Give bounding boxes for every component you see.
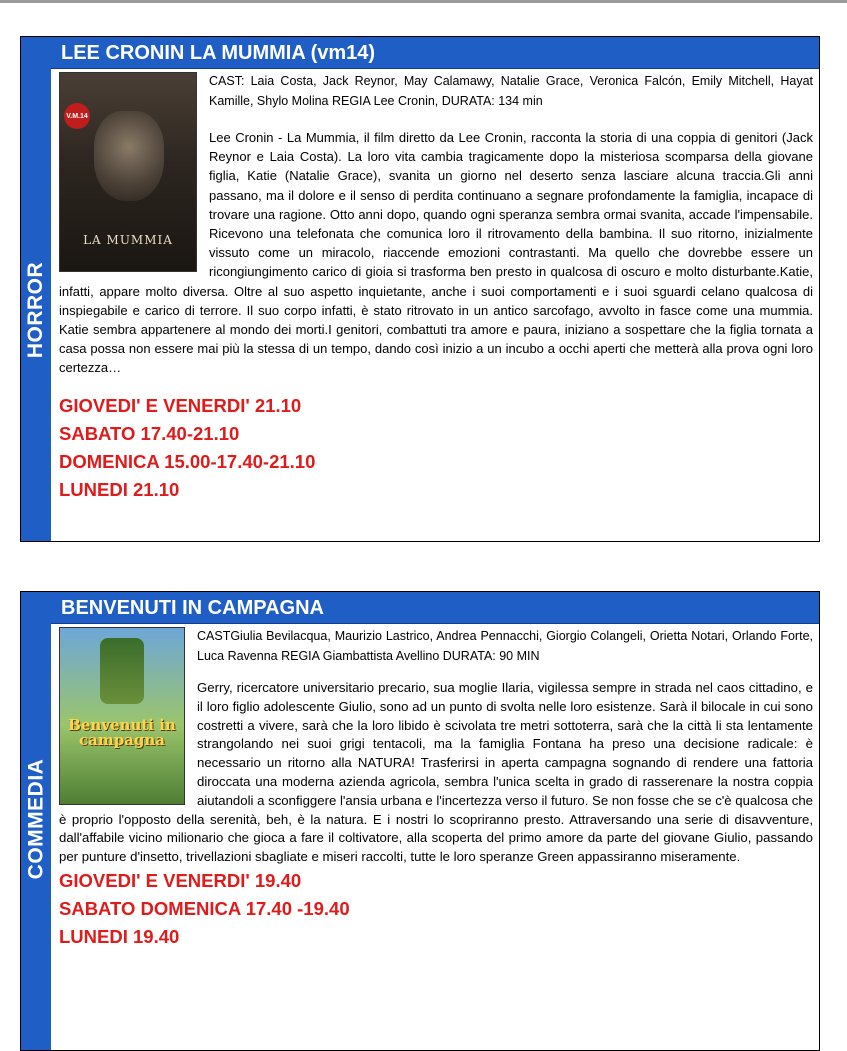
film-content [59,69,813,541]
showtime-line: GIOVEDI' E VENERDI' 21.10 [59,394,302,416]
poster-figure [100,638,144,704]
film-title: LEE CRONIN LA MUMMIA (vm14) [51,37,819,69]
poster-title: LA MUMMIA [83,233,173,247]
showtime-line: GIOVEDI' E VENERDI' 19.40 [59,869,302,891]
showtime-line: SABATO DOMENICA 17.40 -19.40 [59,897,350,919]
top-divider [0,0,847,3]
cast-info: CAST: Laia Costa, Jack Reynor, May Calamawy, Natalie Grace, Veronica Falcón, Emily Mitchell, Hayat Kamille, Shylo Molina REGIA Lee Cronin, DURATA: 134 min [209,74,813,108]
cast-info: CASTGiulia Bevilacqua, Maurizio Lastrico, Andrea Pennacchi, Giorgio Colangeli, Orietta Notari, Orlando Forte, Luca Ravenna REGIA Giambattista Avellino DURATA: 90 MIN [197,629,813,663]
genre-text: HORROR [24,261,47,359]
film-poster [59,627,185,805]
film-title: BENVENUTI IN CAMPAGNA [51,592,819,624]
showtime-line: SABATO 17.40-21.10 [59,422,240,444]
showtime-line: LUNEDI 21.10 [59,478,180,500]
showtime-line: DOMENICA 15.00-17.40-21.10 [59,450,316,472]
film-card-horror [20,36,820,542]
plot-text: Lee Cronin - La Mummia, il film diretto da Lee Cronin, racconta la storia di una coppia di genitori (Jack Reynor e Laia Costa). La loro vita cambia tragicamente dopo la misteriosa scomparsa della giovane figlia, Katie (Natalie Grace), svanita un giorno nel deserto senza lasciare alcuna traccia.Gli anni passano, ma il dolore e il senso di perdita continuano a segnare profondamente la famiglia, incapace di trovare una ragione. Otto anni dopo, quando ogni speranza sembra ormai svanita, accade l'impensabile. Ricevono una telefonata che comunica loro il ritrovamento della bambina. Il suo ritorno, inizialmente vissuto come un miracolo, riaccende emozioni contrastanti. Ma quello che dovrebbe essere un ricongiungimento carico di gioia si trasforma ben presto in qualcosa di oscuro e molto disturbante.Katie, infatti, appare molto diversa. Oltre al suo aspetto inquietante, anche i suoi comportamenti e i suoi sguardi celano qualcosa di inspiegabile e carico di terrore. Il suo corpo infatti, è stato ritrovato in un antico sarcofago, avvolto in fasce come una mummia. Katie sembra appartenere al mondo dei morti.I genitori, combattuti tra amore e paura, iniziano a sospettare che la figlia tornata a casa possa non essere mai più la stessa di un tempo, dando così inizio a un incubo a occhi aperti che metterà alla prova ogni loro certezza… [59,130,813,376]
plot-text: Gerry, ricercatore universitario precario, sua moglie Ilaria, vigilessa sempre in strada nel caos cittadino, e il loro figlio adolescente Giulio, sono ad un punto di svolta nelle loro esistenze. Sarà il bilocale in cui sono costretti a vivere, sarà che la loro libido è scivolata tre metri sottoterra, sarà che la città li sta lentamente strangolando nei suoi grigi tentacoli, ma la famiglia Fontana ha preso una decisione radicale: è necessario un ritorno alla NATURA! Trasferirsi in aperta campagna sognando di rendere una fattoria diroccata una moderna azienda agricola, sembra l'unica scelta in grado di rasserenare la nostra coppia aiutandoli a sconfiggere l'ansia urbana e l'incertezza verso il futuro. Se non fosse che se c'è qualcosa che è proprio l'opposto della serenità, beh, è la natura. E i nostri lo scopriranno presto. Attraversando una serie di disavventure, dall'affabile vicino milionario che gioca a fare il coltivatore, alla scoperta del primo amore da parte del giovane Giulio, passando per punture d'insetto, trivellazioni sbagliate e miseri raccolti, tutte le loro speranze Green appassiranno miseramente. [59,680,814,865]
poster-figure [94,111,164,201]
genre-label [21,261,51,359]
film-card-commedia [20,591,820,1051]
poster-title: Benvenuti in campagna [68,716,176,749]
showtimes [59,867,813,951]
age-rating-badge: V.M.14 [64,103,90,129]
genre-label [21,758,51,880]
film-content [59,624,813,1050]
film-poster [59,72,197,272]
genre-text: COMMEDIA [24,758,48,880]
showtimes [59,378,813,504]
showtime-line: LUNEDI 19.40 [59,925,180,947]
